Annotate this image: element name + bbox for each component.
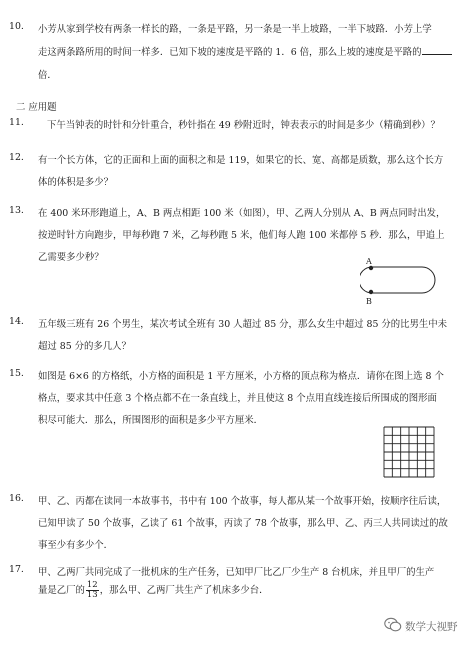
question-number: 12. [9,152,24,163]
question-text-line: 乙需要多少秒？ [38,252,104,263]
question-number: 13. [9,205,24,216]
section-title: 二 应用题 [16,102,57,113]
question-number: 11. [9,117,24,128]
watermark [384,616,470,638]
question-17 [9,561,461,611]
point-b-marker [369,290,373,294]
question-text-line: 小芳从家到学校有两条一样长的路，一条是平路，另一条是一半上坡路，一半下坡路．小芳上学 [38,24,432,35]
point-b-label: B [366,297,372,306]
question-text-line: 按逆时针方向跑步，甲每秒跑 7 米，乙每秒跑 5 米，他们每人跑 100 米都停 5 秒．那么，甲追上 [38,230,445,241]
question-text-line: 体的体积是多少？ [38,177,114,188]
wechat-icon [384,617,402,633]
question-text-line: 超过 85 分的多几人？ [38,341,131,352]
question-text-line: 走这两条路所用的时间一样多．已知下坡的速度是平路的 1．6 倍，那么上坡的速度是平路的 [38,44,452,58]
question-text-line: 五年级三班有 26 个男生，某次考试全班有 30 人超过 85 分，那么女生中超过 85 分的比男生中未 [38,319,448,330]
question-12 [9,149,461,189]
question-text-line: 量是乙厂的 $\frac{12}{13}$ ，那么甲、乙两厂共生产了机床多少台． [38,580,269,600]
question-text-line: 有一个长方体，它的正面和上面的面积之和是 119，如果它的长、宽、高都是质数，那么这个长方 [38,155,444,166]
track-outline [360,267,435,293]
grid-figure [383,426,435,478]
question-text-line: 倍． [38,70,57,81]
question-text-line: 事至少有多少个． [38,540,114,551]
question-11 [9,117,461,133]
question-number: 16. [9,493,24,504]
question-number: 15. [9,368,24,379]
question-text-line: 格点，要求其中任意 3 个格点都不在一条直线上，并且使这 8 个点用直线连接后所围成的图形面 [38,393,437,404]
fraction-denominator: 13 [86,590,98,600]
question-14 [9,313,461,353]
question-number: 14. [9,316,24,327]
question-number: 17. [9,564,24,575]
point-a-marker [369,266,373,270]
watermark-text: 数学大视野 [405,621,458,633]
question-number: 10. [9,21,24,32]
question-15 [9,365,461,425]
question-text-line: 积尽可能大．那么，所围图形的面积是多少平方厘米． [38,415,264,426]
question-text-line: 已知甲读了 50 个故事，乙读了 61 个故事，丙读了 78 个故事，那么甲、乙、丙三人共同读过的故 [38,518,448,529]
running-track-figure [360,254,440,306]
point-a-label: A [366,257,372,266]
question-text-line: 下午当钟表的时针和分针重合，秒针指在 49 秒附近时，钟表表示的时间是多少（精确到秒）？ [47,120,440,131]
question-text-line: 如图是 6×6 的方格纸，小方格的面积是 1 平方厘米，小方格的顶点称为格点．请你在图上选 8 个 [38,371,444,382]
question-text-line: 甲、乙两厂共同完成了一批机床的生产任务，已知甲厂比乙厂少生产 8 台机床，并且甲厂的生产 [38,567,435,578]
question-16 [9,490,461,552]
fraction-numerator: 12 [86,580,98,590]
question-10 [9,7,461,79]
question-text-line: 甲、乙、丙都在读同一本故事书，书中有 100 个故事，每人都从某一个故事开始，按顺序往后读， [38,496,447,507]
answer-blank [422,45,452,55]
fraction [86,581,99,600]
question-text-line: 在 400 米环形跑道上，A、B 两点相距 100 米（如图），甲、乙两人分别从 A、B 两点同时出发， [38,208,446,219]
